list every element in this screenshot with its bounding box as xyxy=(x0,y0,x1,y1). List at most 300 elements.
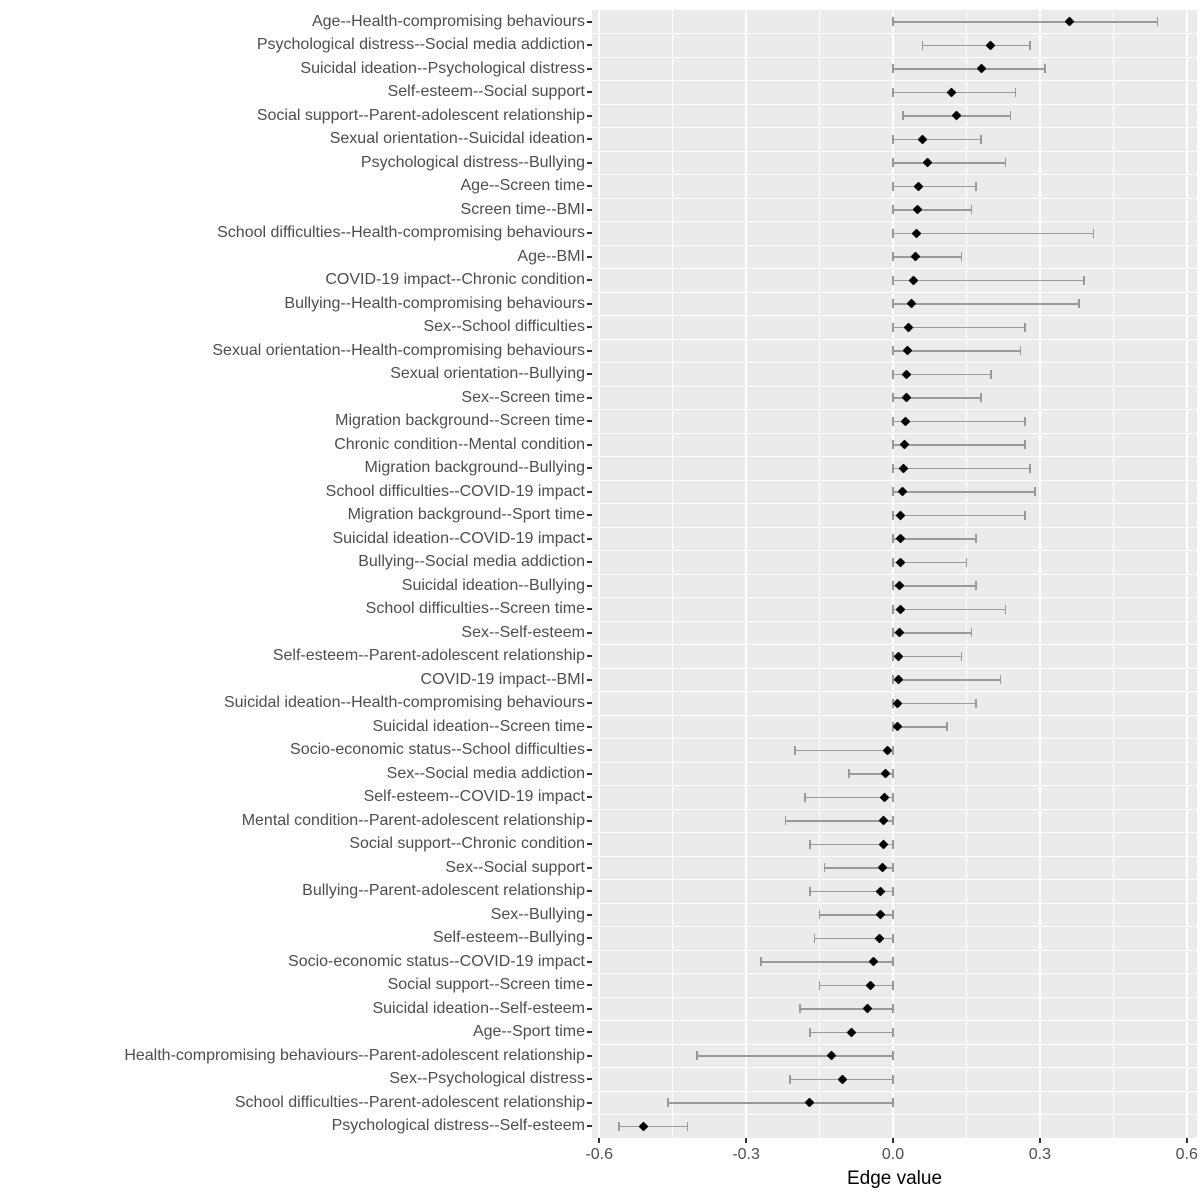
y-axis-label: Self-esteem--COVID-19 impact xyxy=(363,788,585,806)
error-bar-cap-left xyxy=(892,487,894,496)
y-axis-tick xyxy=(587,514,592,516)
point-estimate xyxy=(902,369,912,379)
point-estimate xyxy=(638,1121,648,1131)
point-estimate xyxy=(896,510,906,520)
error-bar-cap-left xyxy=(922,41,924,50)
y-axis-label: School difficulties--Health-compromising behaviours xyxy=(217,224,585,242)
y-axis-tick xyxy=(587,961,592,963)
point-estimate xyxy=(846,1027,856,1037)
point-estimate xyxy=(895,604,905,614)
x-axis-tick xyxy=(1186,1138,1188,1143)
point-estimate xyxy=(899,463,909,473)
gridline-y xyxy=(592,1091,1197,1092)
y-axis-label: Age--Sport time xyxy=(472,1023,585,1041)
point-estimate xyxy=(879,792,889,802)
point-estimate xyxy=(868,957,878,967)
point-estimate xyxy=(1064,17,1074,27)
error-bar-cap-right xyxy=(1157,17,1159,26)
y-axis-tick xyxy=(587,538,592,540)
gridline-y xyxy=(592,1044,1197,1045)
error-bar-cap-left xyxy=(794,746,796,755)
error-bar-cap-right xyxy=(1078,299,1080,308)
point-estimate xyxy=(976,64,986,74)
x-axis-tick-label: -0.3 xyxy=(732,1146,760,1163)
error-bar-cap-right xyxy=(971,205,973,214)
y-axis-label: COVID-19 impact--BMI xyxy=(420,670,585,688)
y-axis-label: Bullying--Parent-adolescent relationship xyxy=(302,882,585,900)
error-bar-cap-right xyxy=(892,1051,894,1060)
y-axis-label: Migration background--Bullying xyxy=(364,459,585,477)
error-bar-cap-right xyxy=(961,252,963,261)
point-estimate xyxy=(907,299,917,309)
point-estimate xyxy=(882,745,892,755)
y-axis-tick xyxy=(587,115,592,117)
y-axis-tick xyxy=(587,256,592,258)
point-estimate xyxy=(986,40,996,50)
point-estimate xyxy=(878,839,888,849)
error-bar-cap-left xyxy=(892,229,894,238)
error-bar-cap-left xyxy=(892,158,894,167)
y-axis-label: Screen time--BMI xyxy=(460,200,585,218)
error-bar xyxy=(893,515,1025,517)
error-bar xyxy=(893,280,1084,282)
y-axis-tick xyxy=(587,232,592,234)
error-bar xyxy=(893,444,1025,446)
error-bar-cap-left xyxy=(892,299,894,308)
error-bar-cap-right xyxy=(892,1075,894,1084)
y-axis-tick xyxy=(587,702,592,704)
error-bar-cap-right xyxy=(687,1122,689,1131)
y-axis-label: Age--Screen time xyxy=(460,177,585,195)
gridline-y xyxy=(592,691,1197,692)
error-bar xyxy=(893,585,976,587)
error-bar-cap-right xyxy=(1010,111,1012,120)
gridline-y xyxy=(592,221,1197,222)
error-bar xyxy=(893,303,1079,305)
gridline-y xyxy=(592,856,1197,857)
error-bar-cap-right xyxy=(892,981,894,990)
point-estimate xyxy=(875,910,885,920)
y-axis-label: Age--Health-compromising behaviours xyxy=(311,12,585,30)
plot-panel xyxy=(592,10,1197,1138)
gridline-y xyxy=(592,527,1197,528)
x-axis-tick-label: 0.0 xyxy=(881,1146,905,1163)
gridline-y xyxy=(592,832,1197,833)
error-bar-cap-right xyxy=(971,628,973,637)
y-axis-tick xyxy=(587,561,592,563)
point-estimate xyxy=(893,722,903,732)
y-axis-label: Sex--Self-esteem xyxy=(461,623,585,641)
point-estimate xyxy=(914,181,924,191)
error-bar-cap-left xyxy=(809,840,811,849)
y-axis-label: Sexual orientation--Suicidal ideation xyxy=(329,130,585,148)
gridline-y xyxy=(592,950,1197,951)
gridline-y xyxy=(592,198,1197,199)
error-bar xyxy=(893,139,981,141)
x-axis-tick-label: 0.3 xyxy=(1028,1146,1051,1163)
point-estimate xyxy=(947,87,957,97)
error-bar-cap-right xyxy=(1020,346,1022,355)
error-bar-cap-right xyxy=(1029,464,1031,473)
error-bar xyxy=(785,820,893,822)
x-axis-tick-label: 0.6 xyxy=(1175,1146,1198,1163)
error-bar-cap-right xyxy=(1015,88,1017,97)
gridline-y xyxy=(592,362,1197,363)
y-axis-tick xyxy=(587,726,592,728)
y-axis-tick xyxy=(587,1102,592,1104)
error-bar-cap-left xyxy=(892,581,894,590)
error-bar-cap-left xyxy=(892,605,894,614)
error-bar-cap-right xyxy=(1093,229,1095,238)
y-axis-tick xyxy=(587,1031,592,1033)
error-bar-cap-right xyxy=(892,910,894,919)
error-bar-cap-right xyxy=(892,1028,894,1037)
error-bar xyxy=(893,256,962,258)
error-bar-cap-right xyxy=(966,558,968,567)
error-bar-cap-left xyxy=(667,1098,669,1107)
y-axis-label: Sexual orientation--Bullying xyxy=(390,365,585,383)
y-axis-label: Sex--Social media addiction xyxy=(386,764,585,782)
error-bar-cap-right xyxy=(892,816,894,825)
error-bar xyxy=(795,750,893,752)
y-axis-tick xyxy=(587,279,592,281)
error-bar-cap-left xyxy=(809,1028,811,1037)
x-axis-tick-label: -0.6 xyxy=(585,1146,614,1163)
error-bar-cap-left xyxy=(785,816,787,825)
error-bar-cap-right xyxy=(961,652,963,661)
error-bar-cap-right xyxy=(892,840,894,849)
error-bar-cap-left xyxy=(618,1122,620,1131)
y-axis-label: Sex--Psychological distress xyxy=(389,1070,585,1088)
point-estimate xyxy=(911,228,921,238)
y-axis-tick xyxy=(587,585,592,587)
error-bar xyxy=(893,632,971,634)
gridline-y xyxy=(592,1114,1197,1115)
point-estimate xyxy=(895,581,905,591)
point-estimate xyxy=(901,416,911,426)
point-estimate xyxy=(910,252,920,262)
gridline-y xyxy=(592,997,1197,998)
error-bar-cap-right xyxy=(975,182,977,191)
error-bar-cap-left xyxy=(892,464,894,473)
error-bar-cap-left xyxy=(819,910,821,919)
error-bar-cap-left xyxy=(824,863,826,872)
x-axis-tick xyxy=(598,1138,600,1143)
point-estimate xyxy=(902,393,912,403)
error-bar-cap-right xyxy=(892,887,894,896)
gridline-y xyxy=(592,151,1197,152)
point-estimate xyxy=(863,1004,873,1014)
y-axis-tick xyxy=(587,303,592,305)
point-estimate xyxy=(898,487,908,497)
error-bar-cap-left xyxy=(892,182,894,191)
y-axis-label: Suicidal ideation--Bullying xyxy=(401,576,585,594)
y-axis-label: Self-esteem--Social support xyxy=(387,83,585,101)
y-axis-tick xyxy=(587,679,592,681)
point-estimate xyxy=(879,816,889,826)
error-bar-cap-right xyxy=(980,393,982,402)
y-axis-label: Mental condition--Parent-adolescent relationship xyxy=(241,811,585,829)
y-axis-label: Chronic condition--Mental condition xyxy=(334,435,585,453)
error-bar-cap-left xyxy=(902,111,904,120)
error-bar-cap-right xyxy=(1044,64,1046,73)
error-bar xyxy=(893,162,1006,164)
y-axis-label: Health-compromising behaviours--Parent-adolescent relationship xyxy=(124,1046,585,1064)
point-estimate xyxy=(876,886,886,896)
y-axis-tick xyxy=(587,209,592,211)
point-estimate xyxy=(895,557,905,567)
gridline-y xyxy=(592,80,1197,81)
point-estimate xyxy=(837,1074,847,1084)
gridline-y xyxy=(592,973,1197,974)
x-axis-title: Edge value xyxy=(846,1168,943,1189)
error-bar-cap-left xyxy=(892,135,894,144)
y-axis-label: Socio-economic status--School difficulties xyxy=(290,741,585,759)
gridline-y xyxy=(592,715,1197,716)
error-bar-cap-left xyxy=(814,934,816,943)
y-axis-tick xyxy=(587,138,592,140)
point-estimate xyxy=(903,346,913,356)
y-axis-label: Socio-economic status--COVID-19 impact xyxy=(288,952,585,970)
y-axis-label: COVID-19 impact--Chronic condition xyxy=(325,271,585,289)
y-axis-label: School difficulties--COVID-19 impact xyxy=(325,482,585,500)
y-axis-tick xyxy=(587,21,592,23)
gridline-y xyxy=(592,245,1197,246)
y-axis-label: Social support--Screen time xyxy=(387,976,585,994)
error-bar xyxy=(820,985,893,987)
gridline-y xyxy=(592,644,1197,645)
error-bar-cap-left xyxy=(892,346,894,355)
gridline-y xyxy=(592,550,1197,551)
y-axis-tick xyxy=(587,937,592,939)
y-axis-tick xyxy=(587,632,592,634)
point-estimate xyxy=(881,769,891,779)
gridline-y xyxy=(592,738,1197,739)
y-axis-label: Sex--Social support xyxy=(445,858,585,876)
gridline-y xyxy=(592,386,1197,387)
y-axis-label: Bullying--Health-compromising behaviours xyxy=(284,294,585,312)
error-bar xyxy=(893,21,1157,23)
error-bar-cap-left xyxy=(696,1051,698,1060)
y-axis-label: Age--BMI xyxy=(517,247,585,265)
error-bar-cap-right xyxy=(892,769,894,778)
error-bar-cap-left xyxy=(892,628,894,637)
error-bar-cap-right xyxy=(892,793,894,802)
y-axis-label: Psychological distress--Social media addiction xyxy=(256,36,585,54)
gridline-y xyxy=(592,785,1197,786)
point-estimate xyxy=(805,1098,815,1108)
error-bar-cap-left xyxy=(892,534,894,543)
y-axis-label: Migration background--Screen time xyxy=(335,412,585,430)
y-axis-label: Self-esteem--Parent-adolescent relationship xyxy=(272,647,585,665)
y-axis-tick xyxy=(587,444,592,446)
error-bar xyxy=(893,491,1035,493)
gridline-y xyxy=(592,503,1197,504)
y-axis-label: Sex--Screen time xyxy=(461,388,585,406)
point-estimate xyxy=(827,1051,837,1061)
y-axis-tick xyxy=(587,749,592,751)
point-estimate xyxy=(894,651,904,661)
gridline-y xyxy=(592,1020,1197,1021)
error-bar xyxy=(893,468,1030,470)
y-axis-label: Social support--Parent-adolescent relationship xyxy=(256,106,585,124)
error-bar-cap-right xyxy=(990,370,992,379)
y-axis-label: Self-esteem--Bullying xyxy=(432,929,585,947)
error-bar-cap-right xyxy=(1024,511,1026,520)
gridline-y xyxy=(592,174,1197,175)
y-axis-label: Bullying--Social media addiction xyxy=(358,553,585,571)
error-bar-cap-left xyxy=(892,252,894,261)
error-bar xyxy=(619,1126,688,1128)
error-bar-cap-right xyxy=(892,863,894,872)
error-bar-cap-left xyxy=(892,205,894,214)
error-bar-cap-right xyxy=(892,934,894,943)
y-axis-tick xyxy=(587,373,592,375)
y-axis-tick xyxy=(587,491,592,493)
point-estimate xyxy=(922,158,932,168)
gridline-y xyxy=(592,903,1197,904)
error-bar-cap-left xyxy=(892,558,894,567)
y-axis-label: Psychological distress--Bullying xyxy=(360,153,585,171)
error-bar-cap-right xyxy=(946,722,948,731)
error-bar-cap-left xyxy=(789,1075,791,1084)
gridline-y xyxy=(592,433,1197,434)
y-axis-tick xyxy=(587,350,592,352)
y-axis-label: Suicidal ideation--Health-compromising behaviours xyxy=(223,694,585,712)
y-axis-tick xyxy=(587,467,592,469)
y-axis-tick xyxy=(587,420,592,422)
gridline-y xyxy=(592,268,1197,269)
y-axis-label: Migration background--Sport time xyxy=(347,506,585,524)
y-axis-label: Sexual orientation--Health-compromising behaviours xyxy=(212,341,585,359)
y-axis-tick xyxy=(587,890,592,892)
error-bar xyxy=(893,421,1025,423)
error-bar-cap-left xyxy=(892,511,894,520)
error-bar-cap-right xyxy=(1083,276,1085,285)
gridline-y xyxy=(592,762,1197,763)
y-axis-tick xyxy=(587,1078,592,1080)
y-axis-tick xyxy=(587,1125,592,1127)
error-bar-cap-right xyxy=(892,957,894,966)
x-axis-tick xyxy=(892,1138,894,1143)
error-bar-cap-right xyxy=(892,1004,894,1013)
point-estimate xyxy=(894,628,904,638)
error-bar-cap-right xyxy=(892,1098,894,1107)
gridline-y xyxy=(592,480,1197,481)
point-estimate xyxy=(893,698,903,708)
y-axis-label: Psychological distress--Self-esteem xyxy=(331,1117,585,1135)
gridline-y xyxy=(592,621,1197,622)
gridline-y xyxy=(592,574,1197,575)
y-axis-tick xyxy=(587,1008,592,1010)
point-estimate xyxy=(903,322,913,332)
error-bar-cap-left xyxy=(892,64,894,73)
gridline-y xyxy=(592,456,1197,457)
y-axis-tick xyxy=(587,984,592,986)
y-axis-tick xyxy=(587,796,592,798)
y-axis-tick xyxy=(587,326,592,328)
point-estimate xyxy=(895,534,905,544)
error-bar-cap-right xyxy=(1005,605,1007,614)
error-bar-cap-right xyxy=(975,699,977,708)
error-bar-cap-left xyxy=(848,769,850,778)
gridline-y xyxy=(592,809,1197,810)
gridline-y xyxy=(592,33,1197,34)
gridline-y xyxy=(592,339,1197,340)
error-bar-cap-left xyxy=(892,17,894,26)
gridline-y xyxy=(592,1067,1197,1068)
error-bar xyxy=(893,703,976,705)
error-bar-cap-left xyxy=(892,370,894,379)
error-bar-cap-right xyxy=(975,581,977,590)
error-bar-cap-right xyxy=(1029,41,1031,50)
y-axis-tick xyxy=(587,914,592,916)
x-axis-tick xyxy=(1039,1138,1041,1143)
y-axis-label: Sex--School difficulties xyxy=(423,318,585,336)
error-bar-cap-left xyxy=(892,393,894,402)
point-estimate xyxy=(866,980,876,990)
error-bar xyxy=(893,609,1006,611)
y-axis-label: School difficulties--Screen time xyxy=(365,600,585,618)
error-bar-cap-left xyxy=(760,957,762,966)
error-bar-cap-right xyxy=(1024,417,1026,426)
y-axis-label: Sex--Bullying xyxy=(490,905,585,923)
error-bar-cap-right xyxy=(1005,158,1007,167)
error-bar xyxy=(800,1008,893,1010)
error-bar-cap-right xyxy=(1034,487,1036,496)
error-bar-cap-right xyxy=(1024,323,1026,332)
x-axis-tick xyxy=(745,1138,747,1143)
y-axis-tick xyxy=(587,44,592,46)
point-estimate xyxy=(894,675,904,685)
error-bar xyxy=(893,186,976,188)
gridline-y xyxy=(592,879,1197,880)
point-estimate xyxy=(952,111,962,121)
error-bar-cap-right xyxy=(1024,440,1026,449)
y-axis-tick xyxy=(587,68,592,70)
gridline-y xyxy=(592,409,1197,410)
point-estimate xyxy=(878,863,888,873)
gridline-y xyxy=(592,57,1197,58)
gridline-y xyxy=(592,104,1197,105)
error-bar-cap-right xyxy=(975,534,977,543)
y-axis-label: Suicidal ideation--COVID-19 impact xyxy=(332,529,585,547)
point-estimate xyxy=(913,205,923,215)
gridline-y xyxy=(592,315,1197,316)
point-estimate xyxy=(917,134,927,144)
gridline-y xyxy=(592,127,1197,128)
y-axis-label: Suicidal ideation--Self-esteem xyxy=(372,999,585,1017)
y-axis-tick xyxy=(587,91,592,93)
error-bar-cap-left xyxy=(804,793,806,802)
y-axis-tick xyxy=(587,867,592,869)
error-bar-cap-right xyxy=(1000,675,1002,684)
y-axis-label: Suicidal ideation--Screen time xyxy=(372,717,585,735)
y-axis-tick xyxy=(587,162,592,164)
y-axis-tick xyxy=(587,773,592,775)
error-bar xyxy=(922,45,1030,47)
y-axis-tick xyxy=(587,820,592,822)
error-bar xyxy=(668,1102,893,1104)
y-axis-tick xyxy=(587,843,592,845)
error-bar-cap-left xyxy=(819,981,821,990)
error-bar-cap-left xyxy=(892,323,894,332)
point-estimate xyxy=(908,275,918,285)
error-bar xyxy=(893,209,971,211)
error-bar-cap-left xyxy=(892,88,894,97)
y-axis-label: Social support--Chronic condition xyxy=(349,835,585,853)
error-bar-cap-right xyxy=(980,135,982,144)
